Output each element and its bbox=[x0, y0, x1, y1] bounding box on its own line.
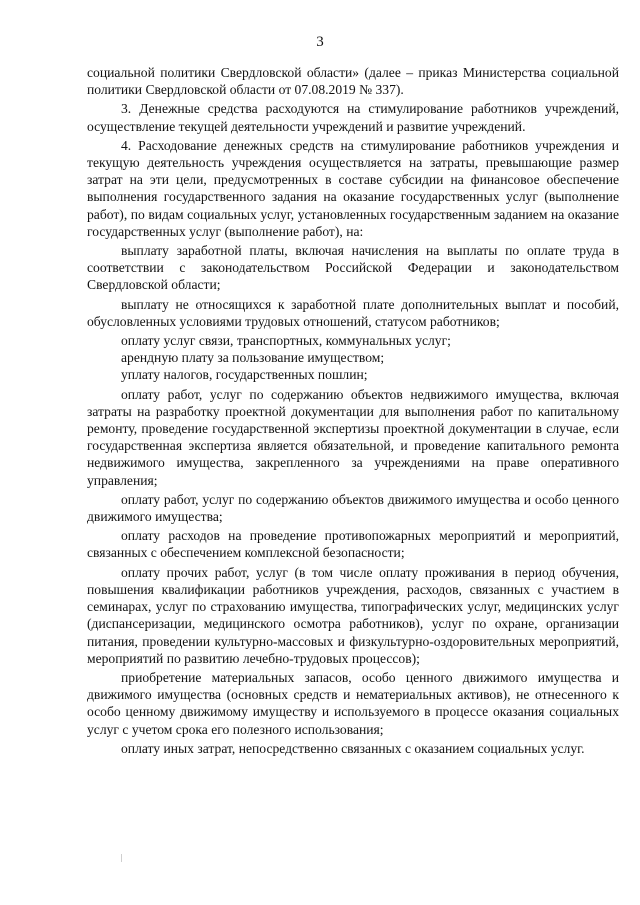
paragraph-item-3: 3. Денежные средства расходуются на стимулирование работников учреждений, осуществление текущей деятельности учреждений и развитие учреждений. bbox=[87, 101, 619, 134]
paragraph-item-4: 4. Расходование денежных средств на стимулирование работников учреждения и текущую деятельность учреждения осуществляется на затраты, превышающие размер затрат на эти цели, предусмотренных в составе субсидии на финансовое обеспечение выполнения государственного задания на оказание государственных услуг (выполнение работ), по видам социальных услуг, установленных государственным заданием на оказание государственных услуг (выполнение работ), на: bbox=[87, 137, 619, 239]
list-item-communication-services: оплату услуг связи, транспортных, коммунальных услуг; bbox=[121, 333, 451, 349]
document-body bbox=[87, 64, 619, 757]
list-item-salary: выплату заработной платы, включая начисления на выплаты по оплате труда в соответствии с законодательством Российской Федерации и законодательством Свердловской области; bbox=[87, 243, 619, 293]
list-item-other-services: оплату прочих работ, услуг (в том числе оплату проживания в период обучения, повышения квалификации работников учреждения, расходов, связанных с участием в семинарах, услуг по страхованию имущества, типографических услуг, медицинских услуг (диспансеризации, медицинского осмотра работников), услуг по охране, организации питания, проведении культурно-массовых и физкультурно-оздоровительных мероприятий, мероприятий по развитию лечебно-трудовых процессов); bbox=[87, 564, 619, 666]
list-item-additional-payments: выплату не относящихся к заработной плате дополнительных выплат и пособий, обусловленных условиями трудовых отношений, статусом работников; bbox=[87, 296, 619, 329]
list-item-taxes: уплату налогов, государственных пошлин; bbox=[121, 367, 368, 383]
list-item-movable-property-maintenance: оплату работ, услуг по содержанию объектов движимого имущества и особо ценного движимого имущества; bbox=[87, 491, 619, 525]
list-item-real-estate-maintenance: оплату работ, услуг по содержанию объектов недвижимого имущества, включая затраты на разработку проектной документации для выполнения работ по капитальному ремонту, проведение государственной экспертизы проектной документации в случае, если государственная экспертиза является обязательной, и проведение капитального ремонта недвижимого имущества, закрепленного за учреждениями на праве оперативного управления; bbox=[87, 386, 619, 488]
list-item-material-supplies: приобретение материальных запасов, особо ценного движимого имущества и движимого имущества (основных средств и нематериальных активов), не отнесенного к особо ценному движимому имуществу и используемого в процессе оказания социальных услуг с учетом срока его полезного использования; bbox=[87, 669, 619, 737]
page-number: 3 bbox=[316, 34, 324, 50]
paragraph-continuation: социальной политики Свердловской области» (далее – приказ Министерства социальной политики Свердловской области от 07.08.2019 № 337). bbox=[87, 65, 619, 98]
list-item-other-costs: оплату иных затрат, непосредственно связанных с оказанием социальных услуг. bbox=[121, 740, 585, 756]
scan-mark bbox=[121, 854, 122, 862]
list-item-rent: арендную плату за пользование имуществом; bbox=[121, 350, 385, 366]
list-item-fire-safety: оплату расходов на проведение противопожарных мероприятий и мероприятий, связанных с обеспечением комплексной безопасности; bbox=[87, 528, 619, 561]
